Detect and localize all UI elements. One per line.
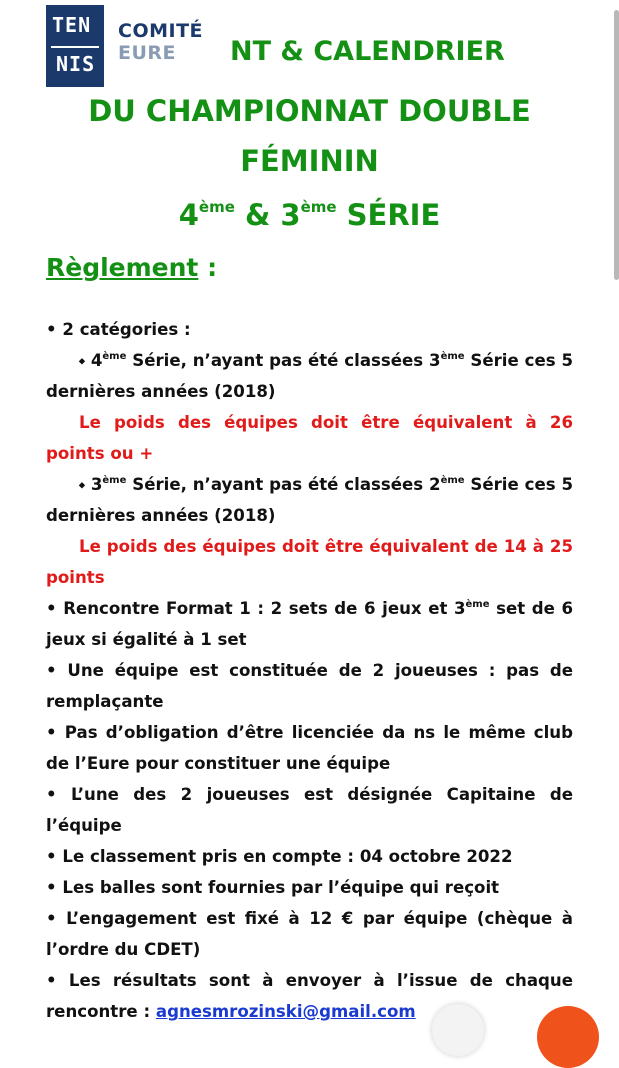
rule-sup: ème [102, 475, 127, 486]
title-sup-1: ème [198, 198, 235, 216]
title-line-4 [0, 198, 619, 232]
logo-line-1: TEN [52, 13, 92, 37]
rule-text: Série, n’ayant pas été classées 3 [126, 351, 441, 370]
title-line-1: NT & CALENDRIER [230, 36, 505, 67]
rule-sup: ème [102, 351, 127, 362]
logo-line-2: NIS [56, 52, 96, 76]
rule-license: • Pas d’obligation d’être licenciée da ns le même club de l’Eure pour constituer une équipe [46, 723, 573, 773]
rule-results [46, 965, 573, 1027]
rule-weight-26: Le poids des équipes doit être équivalent à 26 points ou + [46, 413, 573, 463]
rule-format [46, 593, 573, 655]
tennis-logo [46, 5, 104, 87]
title-mid: & 3 [234, 198, 301, 232]
rule-serie-4 [46, 345, 573, 407]
rule-text: set de 6 jeux si égalité à 1 set [46, 599, 573, 649]
rules-list [46, 314, 573, 1027]
rule-text: ⬩ 4 [79, 351, 103, 370]
rule-captain: • L’une des 2 joueuses est désignée Capitaine de l’équipe [46, 785, 573, 835]
title-end: SÉRIE [336, 198, 441, 232]
rule-team: • Une équipe est constituée de 2 joueuses : pas de remplaçante [46, 661, 573, 711]
rule-text: ⬩ 3 [79, 475, 103, 494]
rule-balls: • Les balles sont fournies par l’équipe qui reçoit [46, 878, 500, 897]
rule-sup: ème [465, 599, 490, 610]
brand-name [118, 20, 203, 64]
rule-categories: • 2 catégories : [46, 320, 191, 339]
section-heading-suffix: : [198, 253, 218, 282]
title-line-3: FÉMININ [240, 144, 379, 178]
rule-text: Série ces 5 dernières années (2018) [46, 475, 573, 525]
title-sup-2: ème [300, 198, 337, 216]
section-heading [46, 253, 217, 282]
rule-weight-14-25: Le poids des équipes doit être équivalent de 14 à 25 points [46, 537, 573, 587]
brand-eure: EURE [118, 42, 177, 64]
brand-comite: COMITÉ [118, 20, 204, 42]
rule-text: Série, n’ayant pas été classées 2 [126, 475, 441, 494]
rule-text: • Rencontre Format 1 : 2 sets de 6 jeux et 3 [46, 599, 466, 618]
title-num-1: 4 [178, 198, 199, 232]
rule-ranking: • Le classement pris en compte : 04 octobre 2022 [46, 847, 513, 866]
rule-sup: ème [440, 475, 465, 486]
section-heading-text: Règlement [46, 253, 199, 282]
rule-fee: • L’engagement est fixé à 12 € par équipe (chèque à l’ordre du CDET) [46, 909, 573, 959]
scroll-top-button[interactable] [432, 1004, 484, 1056]
rule-text: Série ces 5 dernières années (2018) [46, 351, 573, 401]
title-line-2: DU CHAMPIONNAT DOUBLE [88, 94, 531, 128]
action-button[interactable] [537, 1006, 599, 1068]
rule-sup: ème [440, 351, 465, 362]
email-link[interactable]: agnesmrozinski@gmail.com [155, 1002, 416, 1021]
rule-text: • Les résultats sont à envoyer à l’issue de chaque rencontre : [46, 971, 573, 1021]
rule-serie-3 [46, 469, 573, 531]
logo-divider [51, 46, 99, 48]
